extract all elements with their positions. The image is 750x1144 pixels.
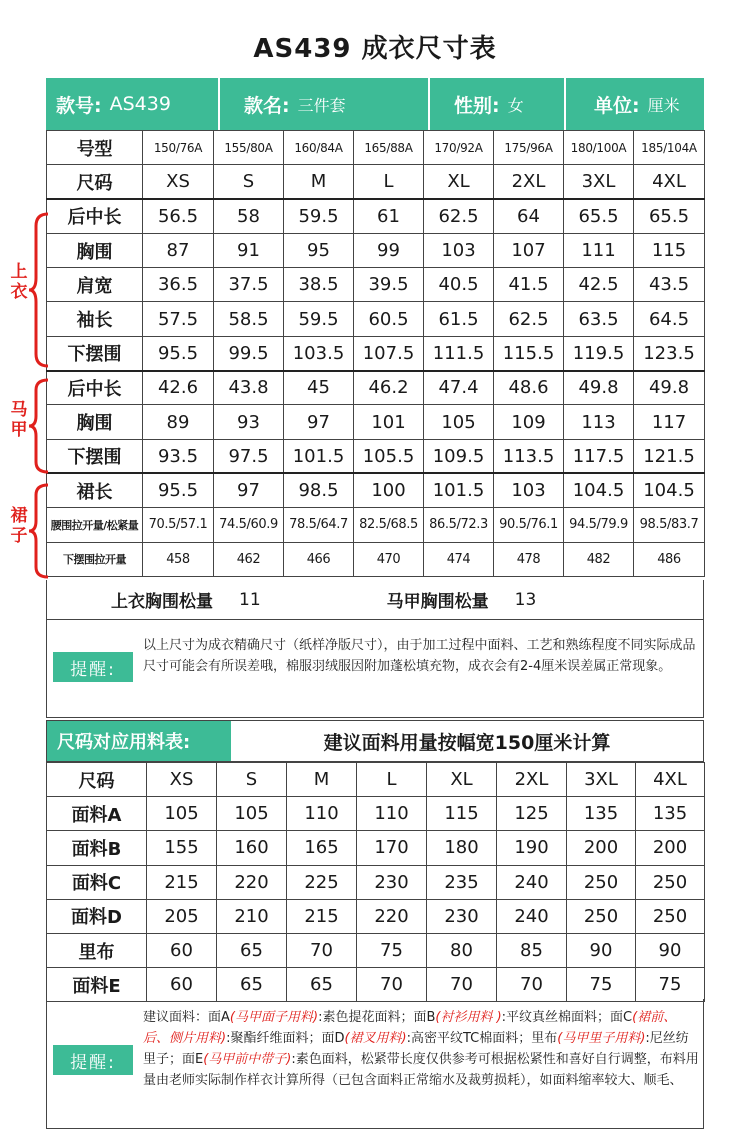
group-label-top: 上衣 [10, 262, 28, 302]
value-cell: 100 [354, 473, 424, 507]
row-label: 腰围拉开量/松紧量 [47, 508, 143, 542]
size-cell: M [287, 763, 357, 797]
row-label: 胸围 [47, 233, 143, 267]
value-cell: 115.5 [494, 336, 564, 370]
measurement-row [47, 439, 705, 473]
measurement-row [47, 371, 705, 405]
value-cell: 75 [357, 933, 427, 967]
value-cell: 60.5 [354, 302, 424, 336]
size-chart-table [46, 130, 705, 577]
row-label: 面料A [47, 797, 147, 831]
size-cell: S [214, 165, 284, 199]
value-cell: 61.5 [424, 302, 494, 336]
value-cell: 70.5/57.1 [143, 508, 214, 542]
value-cell: 165 [287, 831, 357, 865]
advice-highlight: (裙前、后、侧片用料) [143, 1010, 677, 1046]
value-cell: 210 [217, 899, 287, 933]
value-cell: 36.5 [143, 268, 214, 302]
value-cell: 230 [427, 899, 497, 933]
value-cell: 63.5 [564, 302, 634, 336]
value-cell: 205 [147, 899, 217, 933]
hao-cell: 185/104A [634, 131, 705, 165]
value-cell: 45 [284, 371, 354, 405]
advice-part: :尼丝纺里子；面E [143, 1031, 689, 1067]
value-cell: 70 [427, 968, 497, 1002]
row-label: 袖长 [47, 302, 143, 336]
value-cell: 61 [354, 199, 424, 233]
row-label: 裙长 [47, 473, 143, 507]
row-label: 号型 [47, 131, 143, 165]
ease-row [46, 580, 704, 620]
value-cell: 78.5/64.7 [284, 508, 354, 542]
measurement-row [47, 508, 705, 542]
value-cell: 99.5 [214, 336, 284, 370]
product-header [46, 78, 704, 130]
hao-cell: 160/84A [284, 131, 354, 165]
measurement-row [47, 542, 705, 576]
value-cell: 474 [424, 542, 494, 576]
value-cell: 58 [214, 199, 284, 233]
hao-row [47, 131, 705, 165]
value-cell: 93 [214, 405, 284, 439]
size-cell: XS [143, 165, 214, 199]
size-row [47, 165, 705, 199]
value-cell: 37.5 [214, 268, 284, 302]
size-cell: 2XL [494, 165, 564, 199]
value-cell: 42.6 [143, 371, 214, 405]
value-cell: 105 [424, 405, 494, 439]
value-cell: 105 [217, 797, 287, 831]
value-cell: 47.4 [424, 371, 494, 405]
group-label-skirt: 裙子 [10, 506, 28, 546]
size-cell: XL [427, 763, 497, 797]
gender-key: 性别: [454, 94, 500, 117]
value-cell: 97.5 [214, 439, 284, 473]
value-cell: 97 [284, 405, 354, 439]
hao-cell: 170/92A [424, 131, 494, 165]
advice-part: :平纹真丝棉面料；面C [501, 1010, 633, 1025]
style-name-value: 三件套 [297, 95, 346, 115]
row-label: 里布 [47, 933, 147, 967]
value-cell: 113.5 [494, 439, 564, 473]
value-cell: 119.5 [564, 336, 634, 370]
gender-value: 女 [507, 95, 524, 115]
row-label: 肩宽 [47, 268, 143, 302]
value-cell: 113 [564, 405, 634, 439]
style-no-value: AS439 [109, 93, 171, 115]
value-cell: 65.5 [634, 199, 705, 233]
value-cell: 470 [354, 542, 424, 576]
reminder-badge: 提醒: [53, 652, 133, 682]
value-cell: 160 [217, 831, 287, 865]
value-cell: 235 [427, 865, 497, 899]
advice-part: :聚酯纤维面料；面D [226, 1031, 345, 1046]
unit-value: 厘米 [647, 95, 680, 115]
value-cell: 75 [567, 968, 636, 1002]
size-cell: XS [147, 763, 217, 797]
row-label: 下摆围拉开量 [47, 542, 143, 576]
value-cell: 250 [636, 899, 705, 933]
fabric-row [47, 865, 705, 899]
value-cell: 94.5/79.9 [564, 508, 634, 542]
advice-highlight: (裙叉用料) [344, 1031, 407, 1046]
brace-top [28, 212, 50, 368]
value-cell: 62.5 [494, 302, 564, 336]
value-cell: 75 [636, 968, 705, 1002]
value-cell: 38.5 [284, 268, 354, 302]
size-cell: L [354, 165, 424, 199]
measurement-row [47, 268, 705, 302]
brace-skirt [28, 483, 50, 579]
value-cell: 70 [497, 968, 567, 1002]
size-cell: 4XL [636, 763, 705, 797]
value-cell: 58.5 [214, 302, 284, 336]
row-label: 面料E [47, 968, 147, 1002]
value-cell: 48.6 [494, 371, 564, 405]
value-cell: 93.5 [143, 439, 214, 473]
page-title: AS439 成衣尺寸表 [253, 34, 497, 64]
advice-part: :高密平纹TC棉面料；里布 [406, 1031, 558, 1046]
style-no-key: 款号: [56, 94, 102, 117]
value-cell: 105 [147, 797, 217, 831]
value-cell: 250 [567, 865, 636, 899]
value-cell: 107 [494, 233, 564, 267]
advice-part: 建议面料：面A [143, 1010, 230, 1025]
value-cell: 200 [636, 831, 705, 865]
value-cell: 59.5 [284, 199, 354, 233]
group-label-vest: 马甲 [10, 400, 28, 440]
value-cell: 121.5 [634, 439, 705, 473]
brace-vest [28, 378, 50, 474]
value-cell: 65 [217, 968, 287, 1002]
value-cell: 220 [217, 865, 287, 899]
value-cell: 65 [287, 968, 357, 1002]
value-cell: 57.5 [143, 302, 214, 336]
value-cell: 103 [424, 233, 494, 267]
value-cell: 111 [564, 233, 634, 267]
value-cell: 240 [497, 865, 567, 899]
value-cell: 125 [497, 797, 567, 831]
value-cell: 40.5 [424, 268, 494, 302]
value-cell: 230 [357, 865, 427, 899]
value-cell: 87 [143, 233, 214, 267]
value-cell: 95.5 [143, 473, 214, 507]
value-cell: 462 [214, 542, 284, 576]
value-cell: 225 [287, 865, 357, 899]
unit-key: 单位: [594, 94, 640, 117]
value-cell: 155 [147, 831, 217, 865]
measurement-row [47, 302, 705, 336]
advice-highlight: (马甲前中带子) [203, 1052, 292, 1067]
size-cell: 4XL [634, 165, 705, 199]
advice-part: :素色提花面料；面B [318, 1010, 436, 1025]
fabric-row [47, 899, 705, 933]
row-label: 尺码 [47, 165, 143, 199]
value-cell: 82.5/68.5 [354, 508, 424, 542]
value-cell: 64 [494, 199, 564, 233]
top-ease-value: 11 [239, 589, 261, 610]
advice-part: :素色面料，松紧带长度仅供参考可根据松紧性和喜好自行调整，布料用量由老师实际制作样衣计算所得（已包含面料正常缩水及裁剪损耗），如面料缩率较大、顺毛、 [143, 1052, 699, 1088]
value-cell: 90.5/76.1 [494, 508, 564, 542]
value-cell: 65.5 [564, 199, 634, 233]
value-cell: 70 [357, 968, 427, 1002]
value-cell: 109 [494, 405, 564, 439]
value-cell: 101.5 [424, 473, 494, 507]
value-cell: 74.5/60.9 [214, 508, 284, 542]
row-label: 尺码 [47, 763, 147, 797]
row-label: 面料C [47, 865, 147, 899]
size-cell: M [284, 165, 354, 199]
value-cell: 90 [567, 933, 636, 967]
value-cell: 104.5 [564, 473, 634, 507]
top-ease-label: 上衣胸围松量 [111, 592, 213, 612]
value-cell: 103.5 [284, 336, 354, 370]
value-cell: 115 [634, 233, 705, 267]
fabric-size-row [47, 763, 705, 797]
value-cell: 215 [147, 865, 217, 899]
value-cell: 482 [564, 542, 634, 576]
value-cell: 49.8 [634, 371, 705, 405]
value-cell: 90 [636, 933, 705, 967]
row-label: 后中长 [47, 371, 143, 405]
value-cell: 97 [214, 473, 284, 507]
size-cell: 3XL [564, 165, 634, 199]
size-cell: XL [424, 165, 494, 199]
value-cell: 85 [497, 933, 567, 967]
value-cell: 250 [567, 899, 636, 933]
value-cell: 250 [636, 865, 705, 899]
value-cell: 60 [147, 933, 217, 967]
advice-highlight: (衬衫用料 ) [435, 1010, 502, 1025]
value-cell: 486 [634, 542, 705, 576]
value-cell: 180 [427, 831, 497, 865]
value-cell: 60 [147, 968, 217, 1002]
value-cell: 59.5 [284, 302, 354, 336]
size-cell: L [357, 763, 427, 797]
value-cell: 458 [143, 542, 214, 576]
value-cell: 190 [497, 831, 567, 865]
value-cell: 43.8 [214, 371, 284, 405]
row-label: 下摆围 [47, 439, 143, 473]
hao-cell: 180/100A [564, 131, 634, 165]
fabric-tag: 尺码对应用料表: [47, 721, 231, 761]
value-cell: 220 [357, 899, 427, 933]
row-label: 胸围 [47, 405, 143, 439]
value-cell: 135 [636, 797, 705, 831]
measurement-row [47, 405, 705, 439]
value-cell: 46.2 [354, 371, 424, 405]
value-cell: 70 [287, 933, 357, 967]
value-cell: 65 [217, 933, 287, 967]
value-cell: 115 [427, 797, 497, 831]
reminder-badge-2: 提醒: [53, 1045, 133, 1075]
value-cell: 466 [284, 542, 354, 576]
measurement-row [47, 473, 705, 507]
value-cell: 110 [357, 797, 427, 831]
value-cell: 104.5 [634, 473, 705, 507]
value-cell: 98.5/83.7 [634, 508, 705, 542]
value-cell: 95.5 [143, 336, 214, 370]
hao-cell: 165/88A [354, 131, 424, 165]
reminder-text: 以上尺寸为成衣精确尺寸（纸样净版尺寸），由于加工过程中面料、工艺和熟练程度不同实际成品尺寸可能会有所误差哦，棉服羽绒服因附加蓬松填充物，成衣会有2-4厘米误差属正常现象。 [143, 638, 696, 674]
value-cell: 109.5 [424, 439, 494, 473]
value-cell: 117 [634, 405, 705, 439]
value-cell: 111.5 [424, 336, 494, 370]
fabric-advice-text [143, 1007, 699, 1091]
fabric-row [47, 797, 705, 831]
row-label: 后中长 [47, 199, 143, 233]
value-cell: 39.5 [354, 268, 424, 302]
hao-cell: 155/80A [214, 131, 284, 165]
reminder-box-2 [46, 999, 704, 1129]
fabric-subtitle: 建议面料用量按幅宽150厘米计算 [323, 731, 611, 754]
vest-ease-label: 马甲胸围松量 [386, 592, 489, 612]
value-cell: 86.5/72.3 [424, 508, 494, 542]
value-cell: 49.8 [564, 371, 634, 405]
value-cell: 101 [354, 405, 424, 439]
fabric-header [46, 720, 704, 762]
value-cell: 56.5 [143, 199, 214, 233]
row-label: 面料D [47, 899, 147, 933]
value-cell: 99 [354, 233, 424, 267]
style-name [220, 78, 430, 130]
value-cell: 478 [494, 542, 564, 576]
value-cell: 43.5 [634, 268, 705, 302]
reminder-box-1 [46, 620, 704, 718]
size-cell: S [217, 763, 287, 797]
size-cell: 3XL [567, 763, 636, 797]
value-cell: 98.5 [284, 473, 354, 507]
hao-cell: 175/96A [494, 131, 564, 165]
value-cell: 123.5 [634, 336, 705, 370]
row-label: 下摆围 [47, 336, 143, 370]
value-cell: 42.5 [564, 268, 634, 302]
value-cell: 135 [567, 797, 636, 831]
value-cell: 62.5 [424, 199, 494, 233]
value-cell: 215 [287, 899, 357, 933]
unit [566, 78, 704, 130]
fabric-row [47, 933, 705, 967]
value-cell: 95 [284, 233, 354, 267]
row-label: 面料B [47, 831, 147, 865]
value-cell: 64.5 [634, 302, 705, 336]
value-cell: 170 [357, 831, 427, 865]
advice-highlight: (马甲面子用料) [229, 1010, 319, 1025]
value-cell: 41.5 [494, 268, 564, 302]
fabric-row [47, 831, 705, 865]
style-name-key: 款名: [244, 94, 290, 117]
fabric-row [47, 968, 705, 1002]
value-cell: 117.5 [564, 439, 634, 473]
measurement-row [47, 336, 705, 370]
value-cell: 110 [287, 797, 357, 831]
value-cell: 107.5 [354, 336, 424, 370]
measurement-row [47, 199, 705, 233]
size-cell: 2XL [497, 763, 567, 797]
value-cell: 89 [143, 405, 214, 439]
hao-cell: 150/76A [143, 131, 214, 165]
fabric-usage-table [46, 762, 705, 1002]
value-cell: 80 [427, 933, 497, 967]
measurement-row [47, 233, 705, 267]
advice-highlight: (马甲里子用料) [557, 1031, 646, 1046]
value-cell: 240 [497, 899, 567, 933]
value-cell: 101.5 [284, 439, 354, 473]
value-cell: 103 [494, 473, 564, 507]
value-cell: 200 [567, 831, 636, 865]
vest-ease-value: 13 [514, 589, 537, 610]
value-cell: 105.5 [354, 439, 424, 473]
value-cell: 91 [214, 233, 284, 267]
gender [430, 78, 566, 130]
style-no [46, 78, 220, 130]
